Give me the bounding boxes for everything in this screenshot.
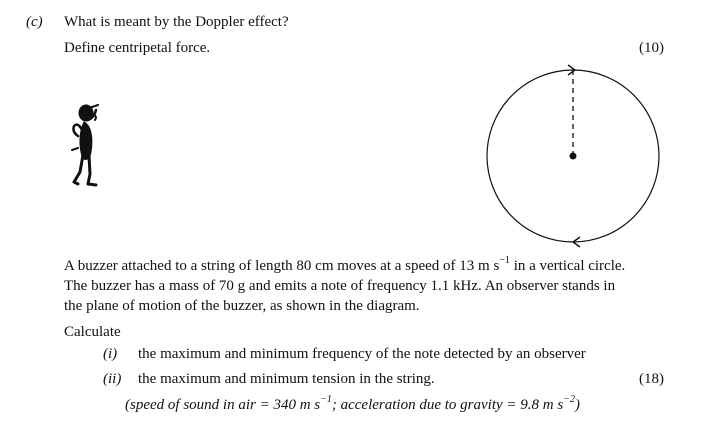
constants-note: (speed of sound in air = 340 m $s^{-1}$; acceleration due to gravity = 9.8 m $s^{-2}$): [125, 394, 580, 413]
paragraph-line-2: The buzzer has a mass of 70 g and emits a note of frequency 1.1 kHz. An observer stands in: [64, 278, 616, 294]
item-ii-number: (ii): [103, 371, 122, 387]
observer-icon: [62, 100, 112, 192]
question-doppler: What is meant by the Doppler effect?: [64, 14, 289, 30]
question-centripetal: Define centripetal force.: [64, 40, 211, 56]
paragraph-line-1: A buzzer attached to a string of length 80 cm moves at a speed of 13 m $s^{-1}$ in a vertical circle.: [64, 255, 626, 274]
item-i-number: (i): [103, 346, 118, 362]
item-ii-text: the maximum and minimum tension in the string.: [138, 371, 435, 387]
marks-18: (18): [639, 371, 664, 387]
calculate-label: Calculate: [64, 324, 121, 340]
marks-10: (10): [639, 40, 664, 56]
part-label: (c): [26, 14, 43, 30]
paragraph-line-3: the plane of motion of the buzzer, as shown in the diagram.: [64, 298, 420, 314]
centre-dot: [570, 153, 577, 160]
circle-diagram: [480, 62, 670, 252]
item-i-text: the maximum and minimum frequency of the note detected by an observer: [138, 346, 586, 362]
